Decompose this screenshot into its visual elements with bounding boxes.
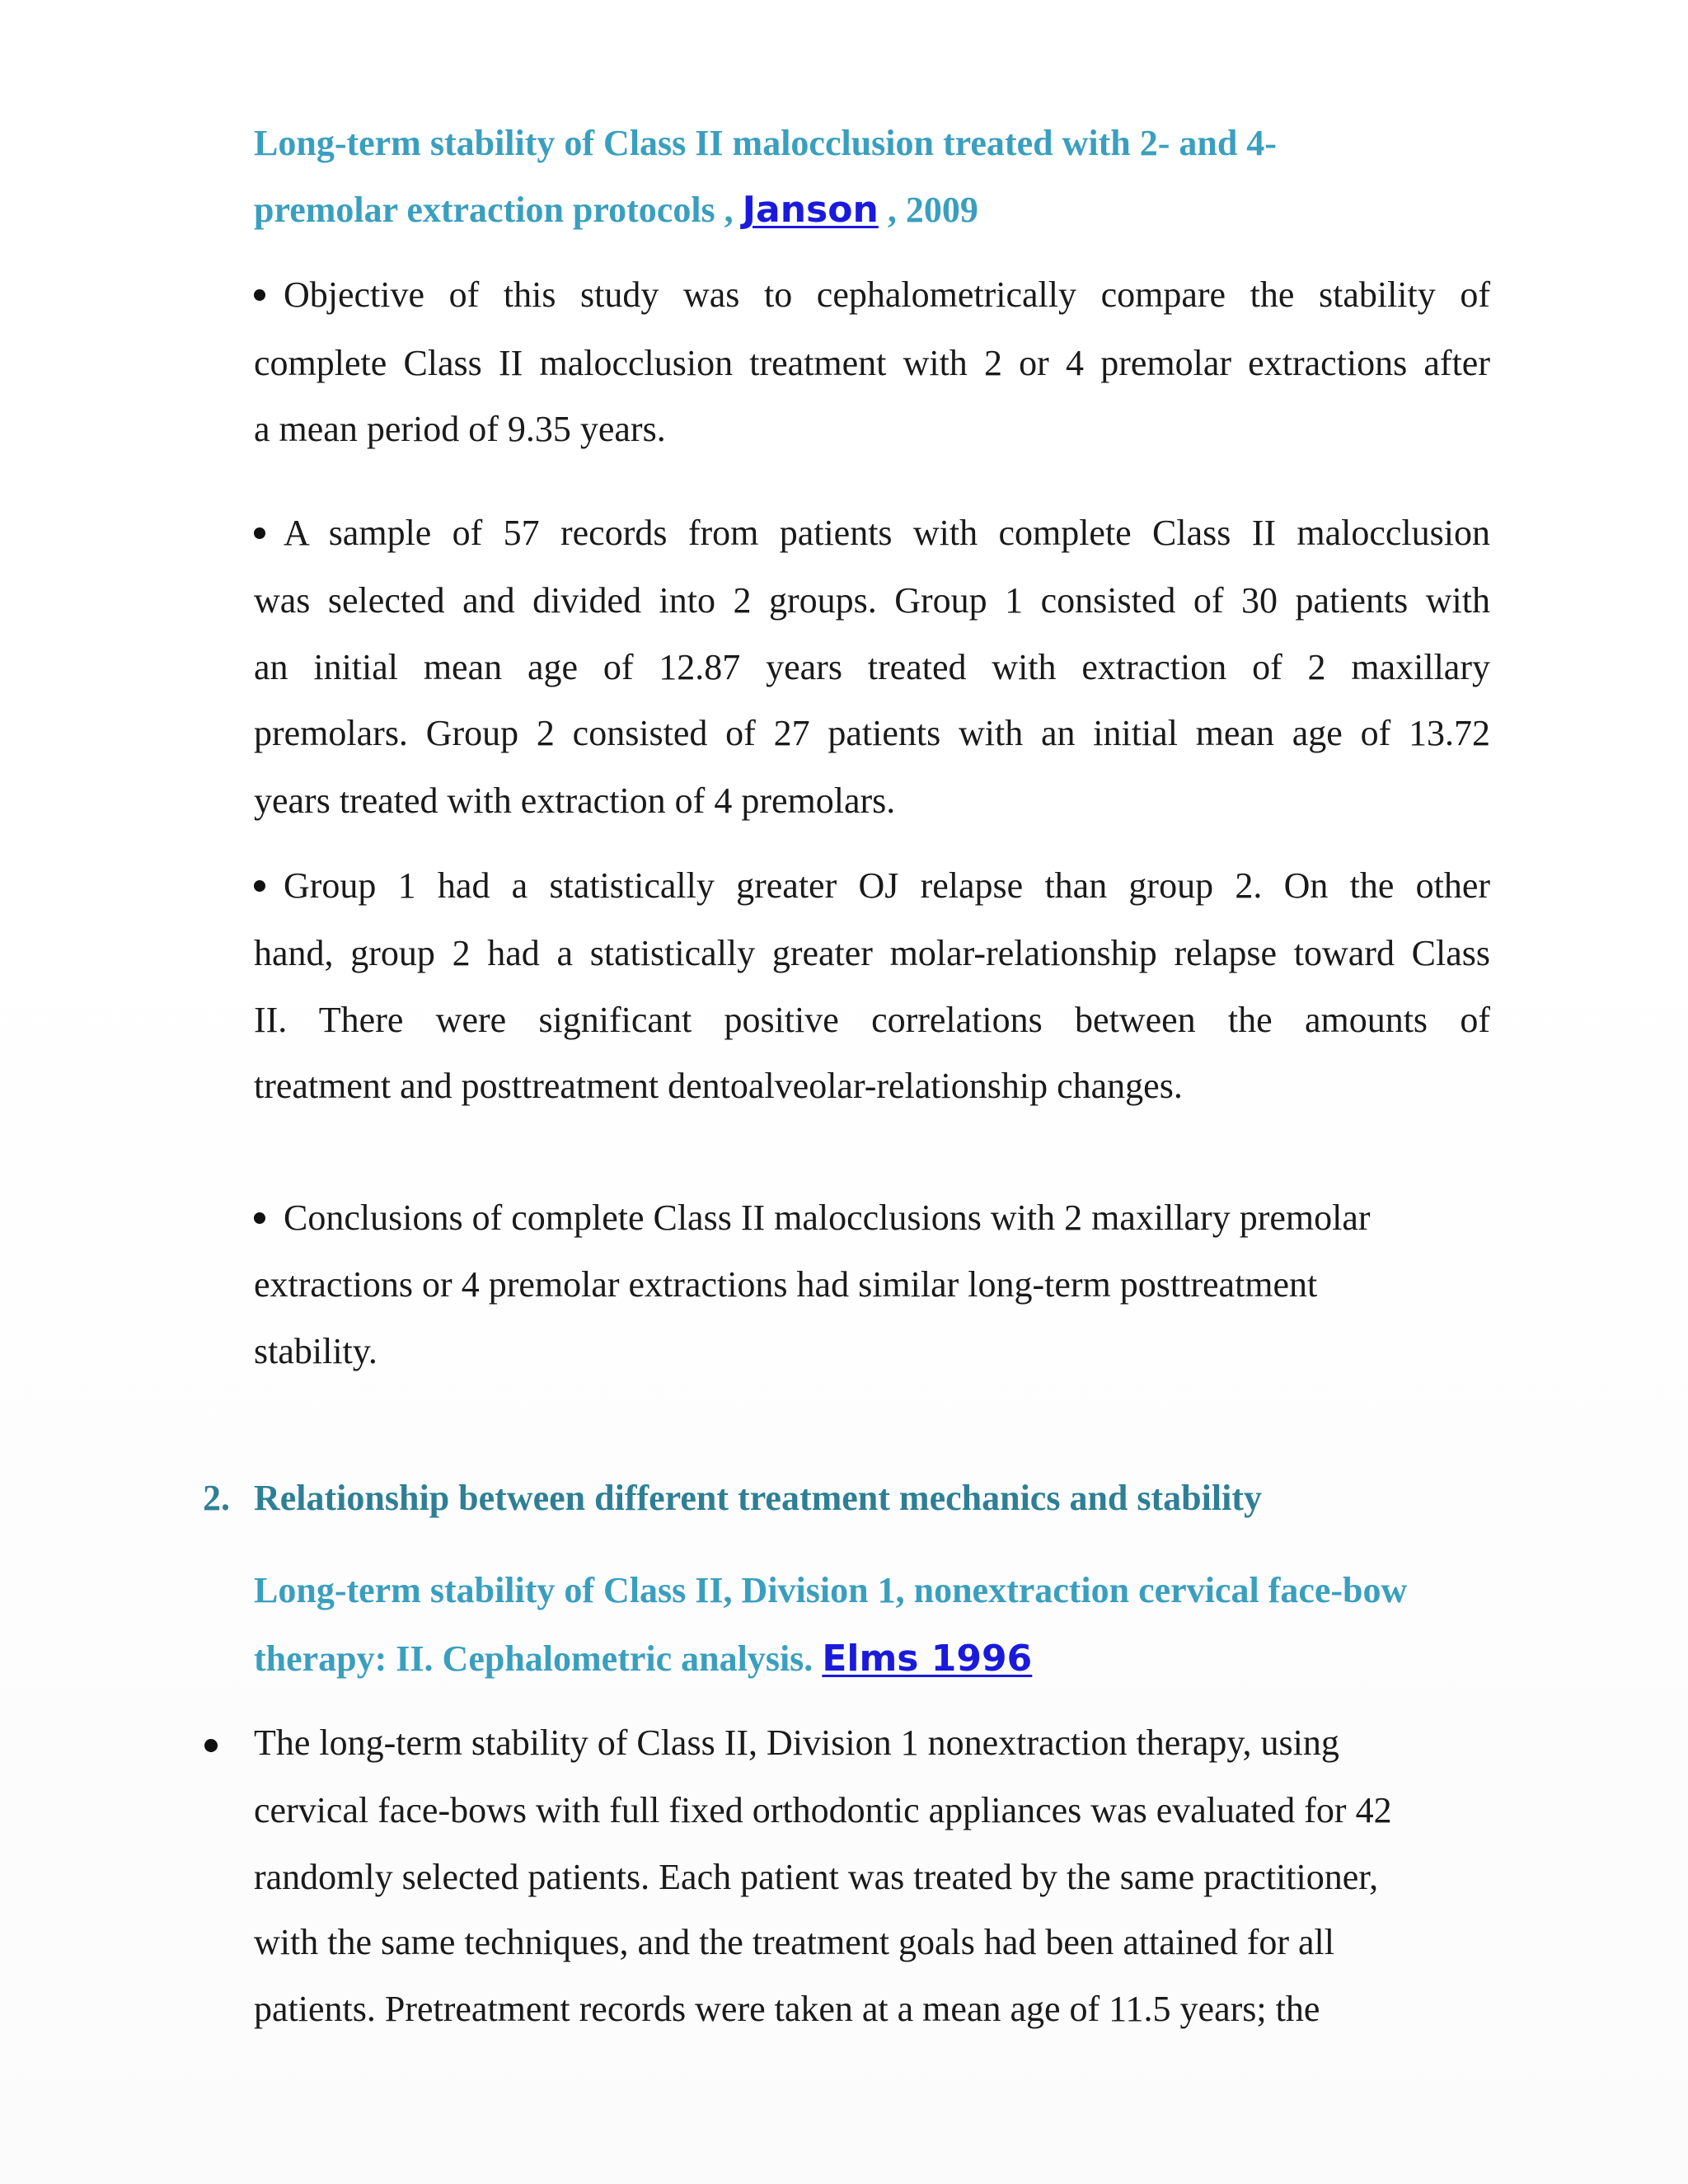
bullet-icon <box>204 1739 218 1752</box>
janson-author-link[interactable]: Janson <box>742 189 879 231</box>
study1-bullet1-line2: complete Class II malocclusion treatment with 2 or 4 premolar extractions after <box>254 343 1490 383</box>
bullet-icon <box>254 1212 265 1224</box>
study1-bullet3-line1: Group 1 had a statistically greater OJ relapse than group 2. On the other <box>254 868 1490 904</box>
bullet-icon <box>254 880 265 892</box>
study1-bullet1-line3: a mean period of 9.35 years. <box>254 409 666 449</box>
study1-bullet3-line4: treatment and posttreatment dentoalveolar-relationship changes. <box>254 1066 1183 1106</box>
elms-author-link[interactable]: Elms 1996 <box>822 1638 1033 1680</box>
study2-title-line1: Long-term stability of Class II, Division 1, nonextraction cervical face-bow <box>254 1570 1408 1610</box>
bullet-icon <box>254 289 265 301</box>
study1-bullet3-line3: II. There were significant positive correlations between the amounts of <box>254 1000 1490 1040</box>
study1-title-line1: Long-term stability of Class II malocclusion treated with 2- and 4- <box>254 123 1277 163</box>
section2-number: 2. <box>203 1478 230 1518</box>
study2-bullet-line4: with the same techniques, and the treatment goals had been attained for all <box>254 1922 1334 1962</box>
study1-bullet2-line4: premolars. Group 2 consisted of 27 patients with an initial mean age of 13.72 <box>254 713 1490 753</box>
study2-bullet-line2: cervical face-bows with full fixed orthodontic appliances was evaluated for 42 <box>254 1790 1392 1830</box>
study1-bullet1-line1: Objective of this study was to cephalometrically compare the stability of <box>254 277 1490 313</box>
study1-bullet2-line2: was selected and divided into 2 groups. Group 1 consisted of 30 patients with <box>254 580 1490 621</box>
section2-title: Relationship between different treatment mechanics and stability <box>254 1478 1262 1518</box>
study2-bullet-line3: randomly selected patients. Each patient was treated by the same practitioner, <box>254 1857 1379 1897</box>
study1-bullet2-line1: A sample of 57 records from patients with complete Class II malocclusion <box>254 515 1490 551</box>
bullet-icon <box>254 527 265 539</box>
section2-heading <box>203 1480 1262 1516</box>
study1-bullet3-line2: hand, group 2 had a statistically greater molar-relationship relapse toward Class <box>254 933 1490 973</box>
study2-bullet-line1: The long-term stability of Class II, Division 1 nonextraction therapy, using <box>254 1722 1339 1763</box>
study1-title-line2 <box>254 189 1490 231</box>
study1-bullet4-line2: extractions or 4 premolar extractions had similar long-term posttreatment <box>254 1264 1318 1305</box>
study1-bullet4-line1: Conclusions of complete Class II malocclusions with 2 maxillary premolar <box>254 1200 1490 1236</box>
study1-bullet2-line3: an initial mean age of 12.87 years treated with extraction of 2 maxillary <box>254 647 1490 687</box>
study1-title-year: , 2009 <box>878 190 978 230</box>
study2-title-line2 <box>254 1638 1490 1680</box>
study1-title-prefix: premolar extraction protocols , <box>254 190 743 230</box>
study2-title-prefix: therapy: II. Cephalometric analysis. <box>254 1638 823 1679</box>
study2-bullet-line5: patients. Pretreatment records were taken at a mean age of 11.5 years; the <box>254 1989 1320 2029</box>
study1-bullet2-line5: years treated with extraction of 4 premolars. <box>254 780 896 821</box>
study1-bullet4-line3: stability. <box>254 1331 377 1371</box>
